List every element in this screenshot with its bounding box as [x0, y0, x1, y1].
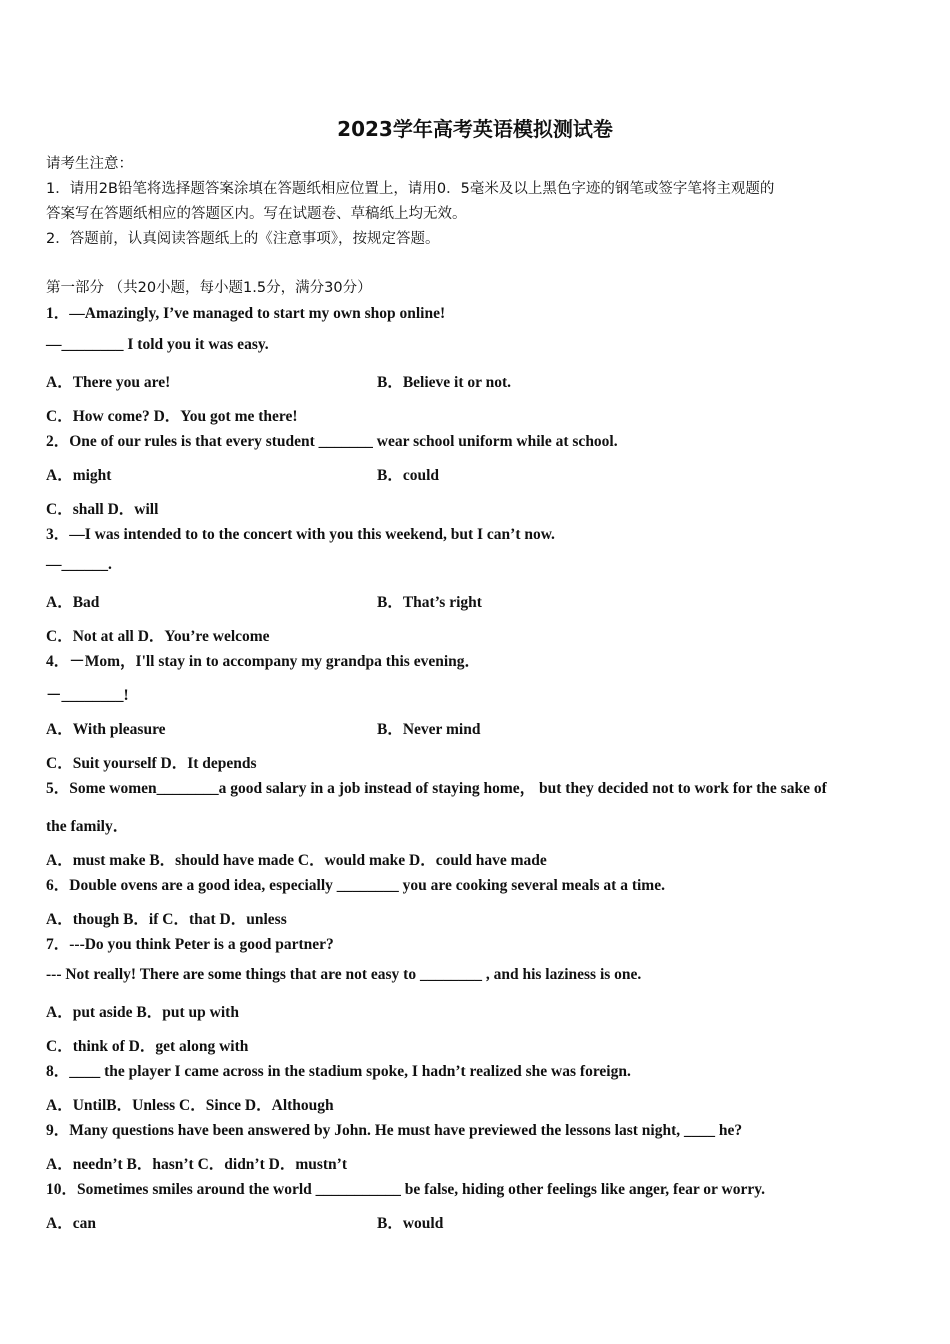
question-5-stem-cont: the family．	[46, 818, 129, 835]
question-8-stem: 8．____ the player I came across in the stadium spoke, I hadn’t realized she was foreign.	[46, 1063, 631, 1080]
question-4-stem: 4．－Mom，I'll stay in to accompany my grandpa this evening．	[46, 653, 481, 670]
notice-item-2: 2．答题前，认真阅读答题纸上的《注意事项》，按规定答题。	[46, 231, 440, 247]
q9-options[interactable]: A．needn’t B．hasn’t C．didn’t D．mustn’t	[46, 1156, 347, 1173]
question-1-stem: 1．—Amazingly, I’ve managed to start my own shop online!	[46, 305, 446, 322]
q1-option-a[interactable]: A．There you are!	[46, 374, 171, 391]
q1-option-b[interactable]: B．Believe it or not.	[377, 374, 512, 391]
q6-options[interactable]: A．though B．if C．that D．unless	[46, 911, 287, 928]
question-1-response: —________ I told you it was easy.	[46, 336, 269, 353]
question-7-response: --- Not really! There are some things that are not easy to ________ , and his laziness is one.	[46, 966, 642, 983]
question-6-stem: 6．Double ovens are a good idea, especially ________ you are cooking several meals at a time.	[46, 877, 665, 894]
q7-options-cd[interactable]: C．think of D．get along with	[46, 1038, 249, 1055]
question-4-response: －________!	[46, 687, 129, 704]
q3-option-a[interactable]: A．Bad	[46, 594, 100, 611]
q3-option-b[interactable]: B．That’s right	[377, 594, 482, 611]
notice-heading: 请考生注意：	[46, 156, 133, 172]
q10-option-a[interactable]: A．can	[46, 1215, 96, 1232]
q2-option-b[interactable]: B．could	[377, 467, 440, 484]
q2-options-cd[interactable]: C．shall D．will	[46, 501, 159, 518]
q5-options[interactable]: A．must make B．should have made C．would make D．could have made	[46, 852, 547, 869]
q4-option-b[interactable]: B．Never mind	[377, 721, 481, 738]
q7-options-ab[interactable]: A．put aside B．put up with	[46, 1004, 239, 1021]
q8-options[interactable]: A．UntilB．Unless C．Since D．Although	[46, 1097, 334, 1114]
question-3-stem: 3．—I was intended to to the concert with you this weekend, but I can’t now.	[46, 526, 555, 543]
q4-options-cd[interactable]: C．Suit yourself D．It depends	[46, 755, 257, 772]
q2-option-a[interactable]: A．might	[46, 467, 112, 484]
notice-item-1: 1．请用2B铅笔将选择题答案涂填在答题纸相应位置上，请用0．5毫米及以上黑色字迹的钢笔或签字笔将主观题的	[46, 181, 775, 197]
question-10-stem: 10．Sometimes smiles around the world ___________ be false, hiding other feelings like anger, fear or worry.	[46, 1181, 766, 1198]
question-5-stem: 5．Some women________a good salary in a job instead of staying home， but they decided not to work for the sake of	[46, 780, 827, 797]
page-title: 2023学年高考英语模拟测试卷	[337, 117, 613, 141]
q10-option-b[interactable]: B．would	[377, 1215, 444, 1232]
notice-item-1-cont: 答案写在答题纸相应的答题区内。写在试题卷、草稿纸上均无效。	[46, 206, 467, 222]
section-heading: 第一部分 （共20小题，每小题1.5分，满分30分）	[46, 280, 372, 296]
q1-options-cd[interactable]: C．How come? D．You got me there!	[46, 408, 298, 425]
question-9-stem: 9．Many questions have been answered by John. He must have previewed the lessons last night, ____ he?	[46, 1122, 743, 1139]
q4-option-a[interactable]: A．With pleasure	[46, 721, 166, 738]
question-7-stem: 7．---Do you think Peter is a good partner?	[46, 936, 334, 953]
question-2-stem: 2．One of our rules is that every student _______ wear school uniform while at school.	[46, 433, 618, 450]
question-3-response: —______.	[46, 556, 112, 573]
q3-options-cd[interactable]: C．Not at all D．You’re welcome	[46, 628, 270, 645]
